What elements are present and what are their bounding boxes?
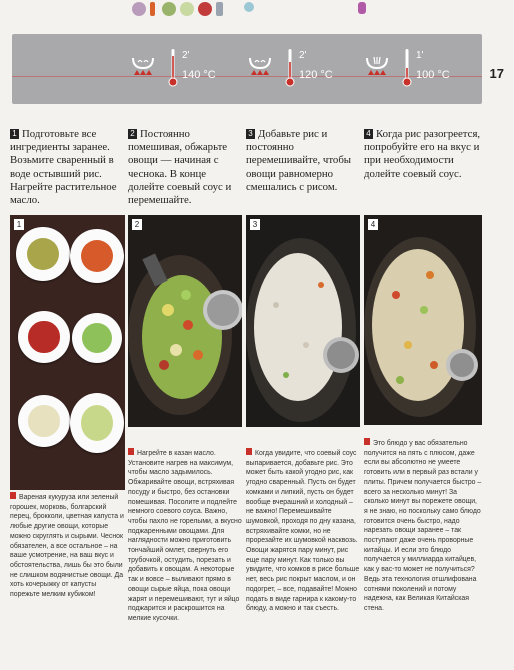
step-number: 1 <box>10 129 19 139</box>
setting-temperature: 120 °C <box>299 69 333 81</box>
pan-icon <box>247 54 273 76</box>
photo-label: 1 <box>14 219 24 230</box>
step-2 <box>128 128 240 207</box>
description-3 <box>246 448 360 614</box>
thermometer-icon <box>402 48 412 88</box>
step-number: 2 <box>128 129 137 139</box>
wok-fried-rice-illustration <box>364 215 482 425</box>
step-3 <box>246 128 358 194</box>
pan-icon <box>364 54 390 76</box>
description-text: Нагрейте в казан масло. Установите нагрев на максимум, чтобы масло задымилось. Обжаривайте овощи, встряхивая посуду и быстро, без остановки помешивая. Посолите и подлейте немного соевого соуса. Важно, чтобы пахло не горелыми, а вкусно поджаренными овощами. Для наглядности можно приготовить тончайший омлет, свернуть его трубочкой, остудить, порезать и добавить к овощам. А некоторые так и вовсе – выливают прямо в овощи сырые яйца, пока овощи жарят и перемешивают, тут и яйцо поджарится и раскрошится на мелкие кусочки. <box>128 450 242 622</box>
marker-icon <box>364 438 370 445</box>
photo-frying-vegetables <box>128 215 242 427</box>
step-4 <box>364 128 482 181</box>
description-2 <box>128 448 242 624</box>
bowl-green-pepper <box>72 313 122 363</box>
thermometer-icon <box>168 48 178 88</box>
photo-label: 4 <box>368 219 378 230</box>
step-1 <box>10 128 122 207</box>
setting-temperature: 140 °C <box>182 69 216 81</box>
photo-finished-dish <box>364 215 482 425</box>
carrot-icon <box>150 2 155 16</box>
wok-vegetables-illustration <box>128 215 242 427</box>
cooking-settings-bar <box>12 34 482 104</box>
photo-ingredients <box>10 215 125 490</box>
bowl-red-pepper <box>18 311 70 363</box>
marker-icon <box>128 448 134 455</box>
step-text: Постоянно помешивая, обжарьте овощи — начиная с чеснока. В конце долейте соевый соус и перемешайте. <box>128 128 232 207</box>
olive-icon <box>162 2 176 16</box>
photo-label: 3 <box>250 219 260 230</box>
setting-time: 1' <box>416 50 424 61</box>
setting-temperature: 100 °C <box>416 69 450 81</box>
setting-3 <box>364 46 474 96</box>
description-text: Это блюдо у вас обязательно получится на пять с плюсом, даже если вы абсолютно не умеете готовить или в первый раз встали у плиты. Причем получается быстро – всего за несколько минут! За сколько минут вы порежете овощи, я не знаю, но поскольку само блюдо готовится очень быстро, надо нарезать овощи заранее – так поступают даже очень проворные китайцы. И если это блюдо получается у миллиарда китайцев, как у вас-то может не получиться? Ведь эта технология отшлифована сотнями поколений и потому надежна, как Великая Китайская стена. <box>364 440 482 612</box>
bowl-carrot <box>70 229 124 283</box>
thermometer-icon <box>285 48 295 88</box>
beans-icon <box>244 2 254 12</box>
bowl-garlic <box>18 395 70 447</box>
step-number: 4 <box>364 129 373 139</box>
setting-1 <box>130 46 240 96</box>
bowl-cauliflower <box>70 393 124 453</box>
bottle-icon <box>216 2 223 16</box>
eggplant-icon <box>132 2 146 16</box>
top-color-icons <box>120 0 380 22</box>
description-1 <box>10 492 124 600</box>
photo-label: 2 <box>132 219 142 230</box>
setting-2 <box>247 46 357 96</box>
step-number: 3 <box>246 129 255 139</box>
photo-adding-rice <box>246 215 360 427</box>
setting-time: 2' <box>299 50 307 61</box>
grapes-icon <box>180 2 194 16</box>
chef-hat-icon <box>358 2 366 14</box>
step-text: Подготовьте все ингредиенты заранее. Возьмите сваренный в воде остывший рис. Нагрейте растительное масло. <box>10 128 117 207</box>
description-text: Вареная кукуруза или зеленый горошек, морковь, болгарский перец, брокколи, цветная капуста и любые другие овощи, которые можно скруглять и сырыми. Чеснок обязателен, а все остальное – на ваше усмотрение, на ваш вкус и обстоятельства, лишь бы это были не слишком водянистые овощи. Да хоть кочерыжку от капусты порежьте мелким кубиком! <box>10 494 124 599</box>
description-4 <box>364 438 482 614</box>
setting-time: 2' <box>182 50 190 61</box>
step-text: Когда рис разогреется, попробуйте его на вкус и при необходимости долейте соевый соус. <box>364 128 481 180</box>
pepper-icon <box>198 2 212 16</box>
description-text: Когда увидите, что соевый соус выпаривается, добавьте рис. Это может быть какой угодно рис, как угодно сваренный. Пусть он будет комками и липкий, пусть он будет вообще вчерашний и холодный – не важно! Перемешивайте шумовкой, проходя по дну казана, встряхивайте комки, но не прорезайте их шумовкой насквозь. Овощи жарятся пару минут, рис еще пару минут. Как только вы увидите, что комков в рисе больше нет, весь рис покрыт маслом, и он подогрет, – все, подавайте! Можно подать в виде гарнира к какому-то блюду, а можно и так съесть. <box>246 450 360 613</box>
step-text: Добавьте рис и постоянно перемешивайте, чтобы овощи равномерно смешались с рисом. <box>246 128 352 193</box>
marker-icon <box>246 448 252 455</box>
pan-icon <box>130 54 156 76</box>
bowl-corn <box>16 227 70 281</box>
wok-rice-illustration <box>246 215 360 427</box>
page-number: 17 <box>489 66 504 81</box>
marker-icon <box>10 492 16 499</box>
